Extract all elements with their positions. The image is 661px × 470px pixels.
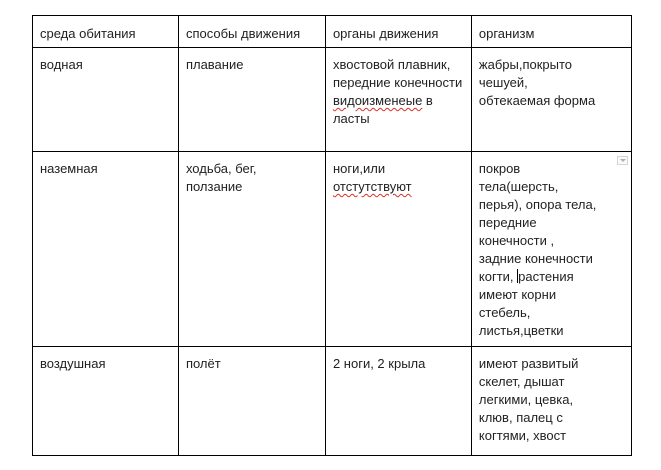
cell-content [479, 160, 624, 340]
table-row [33, 347, 632, 456]
header-movement[interactable]: способы движения [178, 16, 325, 48]
dropdown-icon[interactable] [617, 156, 628, 165]
cell-organs[interactable]: 2 ноги, 2 крыла [325, 347, 471, 456]
table-header-row [33, 16, 632, 48]
cell-habitat[interactable]: водная [33, 48, 179, 152]
organisms-table [32, 15, 632, 456]
cell-text: в ласты [332, 93, 433, 126]
cell-habitat[interactable]: наземная [33, 152, 179, 347]
cell-organism[interactable]: жабры,покрыто чешуей, обтекаемая форма [471, 48, 631, 152]
cell-movement[interactable]: ходьба, бег, ползание [178, 152, 325, 347]
header-organs[interactable]: органы движения [325, 16, 471, 48]
cell-organs[interactable] [325, 152, 471, 347]
misspelled-word[interactable]: отстутствуют [332, 179, 412, 194]
misspelled-word[interactable]: видоизменеые [332, 93, 423, 108]
cell-organism[interactable] [471, 152, 631, 347]
header-habitat[interactable]: среда обитания [33, 16, 179, 48]
cell-movement[interactable]: полёт [178, 347, 325, 456]
cell-movement[interactable]: плавание [178, 48, 325, 152]
cell-text: покров тела(шерсть, перья), опора тела, передние конечности , задние конечности когти, [478, 161, 597, 284]
cell-text: хвостовой плавник, передние конечности [332, 57, 463, 90]
cell-organism[interactable]: имеют развитый скелет, дышат легкими, цевка, клюв, палец с когтями, хвост [471, 347, 631, 456]
table-row [33, 48, 632, 152]
header-organism[interactable]: организм [471, 16, 631, 48]
cell-text: растения имеют корни стебель, листья,цветки [478, 269, 574, 338]
table-row [33, 152, 632, 347]
cell-habitat[interactable]: воздушная [33, 347, 179, 456]
cell-organs[interactable] [325, 48, 471, 152]
cell-text: ноги,или [332, 161, 386, 176]
